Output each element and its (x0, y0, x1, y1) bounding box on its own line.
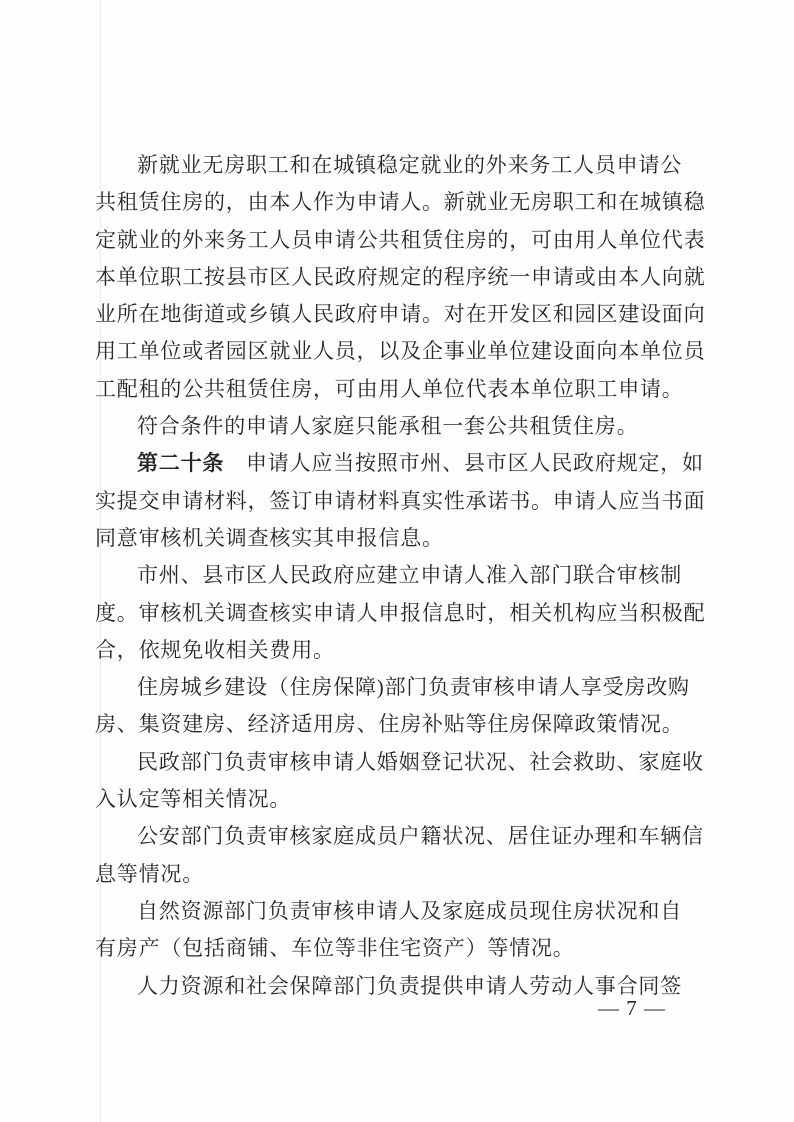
text-segment: 共租赁住房的，由本人作为申请人。新就业无房职工和在城镇稳 (95, 190, 706, 215)
text-segment: 息等情况。 (95, 861, 204, 886)
text-segment: 申请人应当按照市州、县市区人民政府规定，如 (224, 451, 704, 476)
text-line (95, 706, 708, 743)
text-line (95, 296, 708, 333)
text-line (95, 930, 708, 967)
text-segment: 同意审核机关调查核实其申报信息。 (95, 525, 444, 550)
text-line (95, 818, 708, 855)
text-line (95, 408, 708, 445)
text-line (95, 184, 708, 221)
text-line (95, 259, 708, 296)
text-line (95, 781, 708, 818)
text-segment: 实提交申请材料，签订申请材料真实性承诺书。申请人应当书面 (95, 488, 706, 513)
text-segment: 有房产（包括商铺、车位等非住宅资产）等情况。 (95, 936, 575, 961)
text-segment: 民政部门负责审核申请人婚姻登记状况、社会救助、家庭收 (137, 749, 704, 774)
text-line (95, 147, 708, 184)
text-segment: 用工单位或者园区就业人员，以及企事业单位建设面向本单位员 (95, 339, 706, 364)
text-segment: 自然资源部门负责审核申请人及家庭成员现住房状况和自 (137, 898, 682, 923)
text-line (95, 632, 708, 669)
text-segment: 人力资源和社会保障部门负责提供申请人劳动人事合同签 (137, 973, 682, 998)
text-segment: 市州、县市区人民政府应建立申请人准入部门联合审核制 (137, 563, 682, 588)
text-line (95, 669, 708, 706)
text-segment: 公安部门负责审核家庭成员户籍状况、居住证办理和车辆信 (137, 824, 704, 849)
text-line (95, 893, 708, 930)
text-line (95, 222, 708, 259)
text-line (95, 557, 708, 594)
article-number: 第二十条 (137, 451, 225, 476)
document-text (95, 147, 708, 1005)
text-line (95, 483, 708, 520)
text-segment: 度。审核机关调查核实申请人申报信息时，相关机构应当积极配 (95, 600, 706, 625)
text-line (95, 744, 708, 781)
text-segment: 入认定等相关情况。 (95, 787, 292, 812)
text-segment: 定就业的外来务工人员申请公共租赁住房的，可由用人单位代表 (95, 227, 706, 252)
text-segment: 业所在地街道或乡镇人民政府申请。对在开发区和园区建设面向 (95, 302, 706, 327)
page-number: — 7 — (598, 996, 666, 1020)
text-segment: 本单位职工按县市区人民政府规定的程序统一申请或由本人向就 (95, 264, 706, 289)
text-line (95, 856, 708, 893)
text-segment: 住房城乡建设（住房保障)部门负责审核申请人享受房改购 (137, 675, 690, 700)
text-segment: 工配租的公共租赁住房，可由用人单位代表本单位职工申请。 (95, 376, 684, 401)
text-segment: 符合条件的申请人家庭只能承租一套公共租赁住房。 (137, 414, 639, 439)
text-segment: 新就业无房职工和在城镇稳定就业的外来务工人员申请公 (137, 153, 682, 177)
text-line (95, 371, 708, 408)
text-line (95, 595, 708, 632)
text-line (95, 520, 708, 557)
text-line (95, 333, 708, 370)
text-segment: 房、集资建房、经济适用房、住房补贴等住房保障政策情况。 (95, 712, 684, 737)
text-line (95, 445, 708, 482)
text-segment: 合，依规免收相关费用。 (95, 637, 335, 662)
